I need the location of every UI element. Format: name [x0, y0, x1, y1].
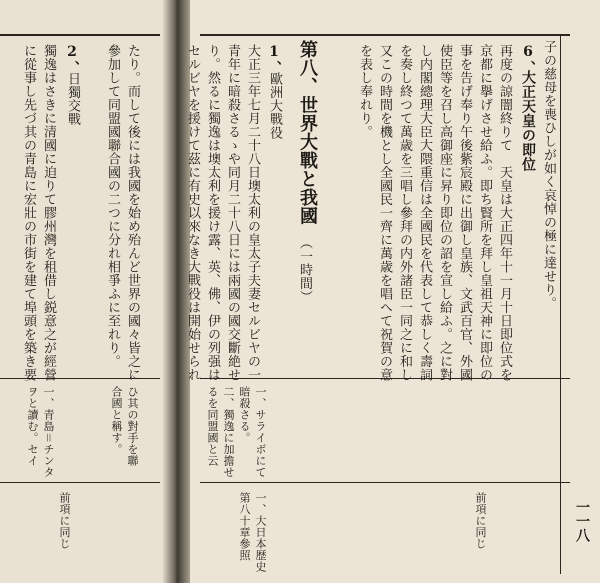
note-line: 一、サライボにて	[254, 386, 267, 478]
refs-rule-right	[200, 482, 570, 483]
note-line: ひ其の對手を聯	[126, 386, 139, 467]
section-1-title: 歐洲大戰役	[267, 72, 282, 140]
ref-line: 第八十章參照	[238, 492, 251, 561]
margin-rule	[560, 34, 561, 574]
text-column: を奏し終つて萬歳を三唱し參拜の内外諸臣一同之に和し	[397, 44, 412, 382]
note-line: 二、獨逸に加擔せ	[222, 386, 235, 478]
section-6-title: 大正天皇の即位	[520, 70, 536, 172]
prev-section-tail: 子の慈母を喪ひしが如く哀悼の極に達せり。	[541, 40, 556, 310]
ref-same-as-above-2: 前項に同じ	[58, 492, 71, 550]
text-column: 參加して同盟國聯合國の二つに分れ相爭ふに至れり。	[105, 44, 120, 368]
text-column: 事を告げ奉り午後紫宸殿に出御し皇族、文武百官、外國	[457, 44, 472, 382]
ref-same-as-above-1: 前項に同じ	[474, 492, 487, 550]
section-2-title: 日獨交戰	[65, 72, 80, 126]
text-column: に從事し先づ其の青島に宏壯の市街を建て埠頭を築き要	[21, 44, 36, 382]
text-column: 又この時間を機とし全國民一齊に萬歳を唱へて祝賀の意	[377, 44, 392, 382]
section-6-number: 6、	[520, 44, 536, 75]
section-2-number: 2、	[64, 44, 80, 75]
chapter-title: 第八、世界大戰と我國	[297, 40, 318, 225]
text-column: を表し奉れり。	[357, 44, 372, 139]
note-line: 暗殺さる。	[238, 386, 251, 444]
note-line: 一、青島＝チンタ	[42, 386, 55, 478]
text-column: 使臣等を召し高御座に昇り即位の詔を宣し給ふ。之に對	[437, 44, 452, 382]
text-column: し内閣總理大臣大隈重信は全國民を代表して恭しく壽詞	[417, 44, 432, 382]
ref-line: 一、大日本歴史	[254, 492, 267, 573]
text-column: り。然るに獨逸は墺太利を援け露、英、佛、伊の列强は	[205, 44, 220, 382]
text-column: 京都に擧げさせ給ふ。即ち賢所を拜し皇祖天神に即位の	[477, 44, 492, 382]
refs-rule-left	[0, 482, 160, 483]
section-1-number: 1、	[266, 44, 282, 75]
page-number: 一一八	[574, 500, 590, 542]
text-column: 獨逸はさきに清國に迫りて膠州灣を租借し鋭意之が經營	[41, 44, 56, 382]
text-column: 青年に暗殺さるゝや同月二十八日には兩國の國交斷絶せ	[225, 44, 240, 382]
top-rule-right	[200, 34, 570, 36]
text-column: 再度の諒闇終りて 天皇は大正四年十一月十日即位式を	[497, 44, 512, 382]
text-column: セルビヤを援けて茲に有史以來なき大戰役は開始せられ	[185, 44, 200, 382]
top-rule-left	[0, 34, 160, 36]
note-line: ヲと讀む。セイ	[26, 386, 39, 467]
chapter-duration: （一時間）	[297, 236, 312, 304]
note-line: 合國と稱す。	[110, 386, 123, 455]
note-line: るを同盟國と云	[206, 386, 219, 467]
text-column: 大正三年七月二十八日墺太利の皇太子夫妻セルビヤの一	[245, 44, 260, 382]
text-column: たり。而して後には我國を始め殆んど世界の國々皆之に	[125, 44, 140, 382]
